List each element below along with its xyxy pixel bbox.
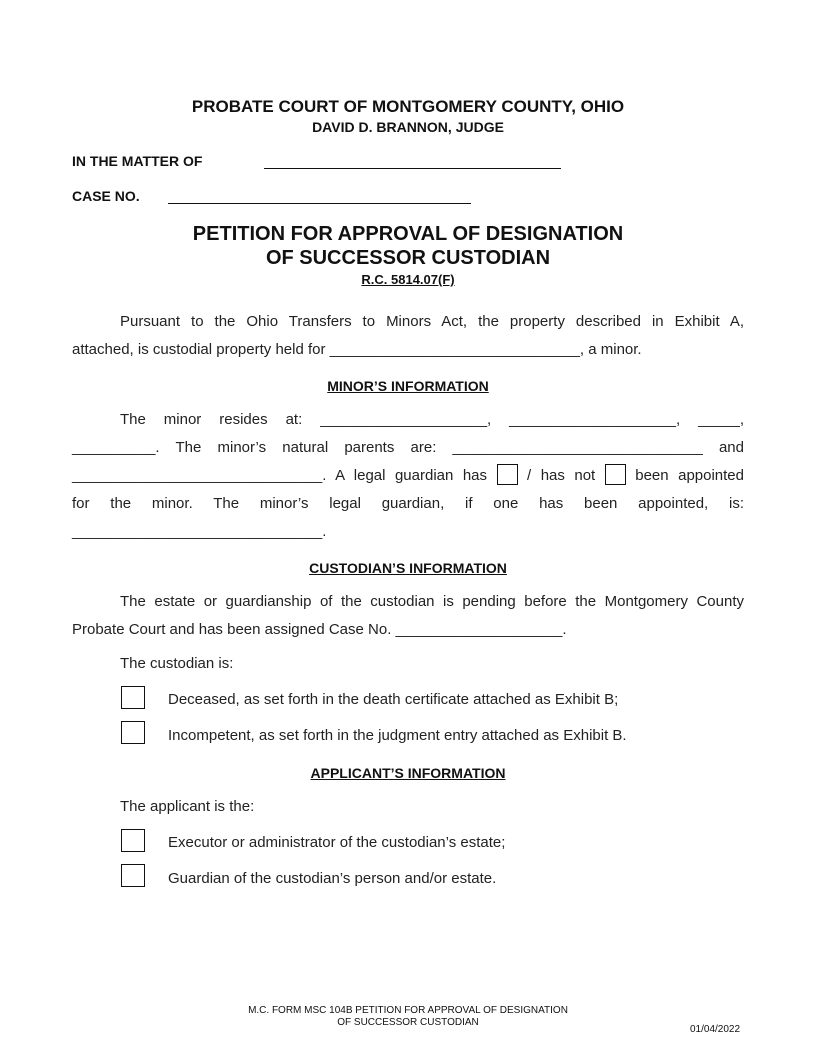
deceased-checkbox[interactable] — [121, 686, 145, 709]
statute-reference: R.C. 5814.07(F) — [361, 272, 455, 287]
form-title-line1: PETITION FOR APPROVAL OF DESIGNATION — [192, 223, 624, 245]
intro-line-1: Pursuant to the Ohio Transfers to Minors Act, the property described in Exhibit A, — [120, 313, 744, 330]
form-revision-date: 01/04/2022 — [690, 1024, 741, 1035]
matter-label: IN THE MATTER OF — [72, 153, 203, 169]
case-number-field[interactable] — [168, 203, 471, 204]
executor-checkbox[interactable] — [121, 829, 145, 852]
minor-line-4: for the minor. The minor’s legal guardian, if one has been appointed, is: — [72, 495, 744, 512]
custodian-line-1: The estate or guardianship of the custodian is pending before the Montgomery County — [120, 593, 744, 610]
intro-paragraph — [72, 308, 744, 364]
custodian-is-label: The custodian is: — [120, 655, 234, 672]
guardian-has-checkbox[interactable] — [497, 464, 518, 485]
minor-line-1: The minor resides at: ____________________, ____________________, _____, — [120, 411, 744, 428]
applicant-info-heading: APPLICANT’S INFORMATION — [310, 765, 506, 781]
judge-name: DAVID D. BRANNON, JUDGE — [312, 119, 504, 135]
court-name: PROBATE COURT OF MONTGOMERY COUNTY, OHIO — [191, 97, 625, 116]
guardian-has-not-checkbox[interactable] — [605, 464, 626, 485]
minor-info-paragraph — [72, 406, 744, 546]
minor-line-3 — [72, 462, 744, 490]
minor-has-not-text: / has not — [527, 467, 596, 484]
case-number-label: CASE NO. — [72, 188, 140, 204]
footer-line-2: OF SUCCESSOR CUSTODIAN — [337, 1017, 479, 1028]
custodian-info-heading: CUSTODIAN’S INFORMATION — [309, 560, 507, 576]
guardian-checkbox[interactable] — [121, 864, 145, 887]
minor-line-2: __________. The minor’s natural parents are: ______________________________ and — [72, 439, 744, 456]
form-title-line2: OF SUCCESSOR CUSTODIAN — [265, 247, 551, 269]
incompetent-option-label: Incompetent, as set forth in the judgment entry attached as Exhibit B. — [168, 727, 627, 744]
minor-guardian-text: ______________________________. A legal guardian has — [72, 467, 488, 484]
minor-line-5: ______________________________. — [72, 523, 327, 540]
deceased-option-label: Deceased, as set forth in the death certificate attached as Exhibit B; — [168, 691, 619, 708]
matter-name-field[interactable] — [264, 168, 561, 169]
footer-line-1: M.C. FORM MSC 104B PETITION FOR APPROVAL OF DESIGNATION — [248, 1005, 568, 1016]
guardian-option-label: Guardian of the custodian’s person and/or estate. — [168, 870, 497, 887]
incompetent-checkbox[interactable] — [121, 721, 145, 744]
custodian-info-paragraph — [72, 588, 744, 644]
minor-appointed-text: been appointed — [635, 467, 744, 484]
minor-info-heading: MINOR’S INFORMATION — [327, 378, 489, 394]
custodian-line-2: Probate Court and has been assigned Case No. ____________________. — [72, 621, 567, 638]
executor-option-label: Executor or administrator of the custodian’s estate; — [168, 834, 506, 851]
applicant-is-label: The applicant is the: — [120, 798, 255, 815]
intro-line-2: attached, is custodial property held for ______________________________, a minor. — [72, 341, 642, 358]
